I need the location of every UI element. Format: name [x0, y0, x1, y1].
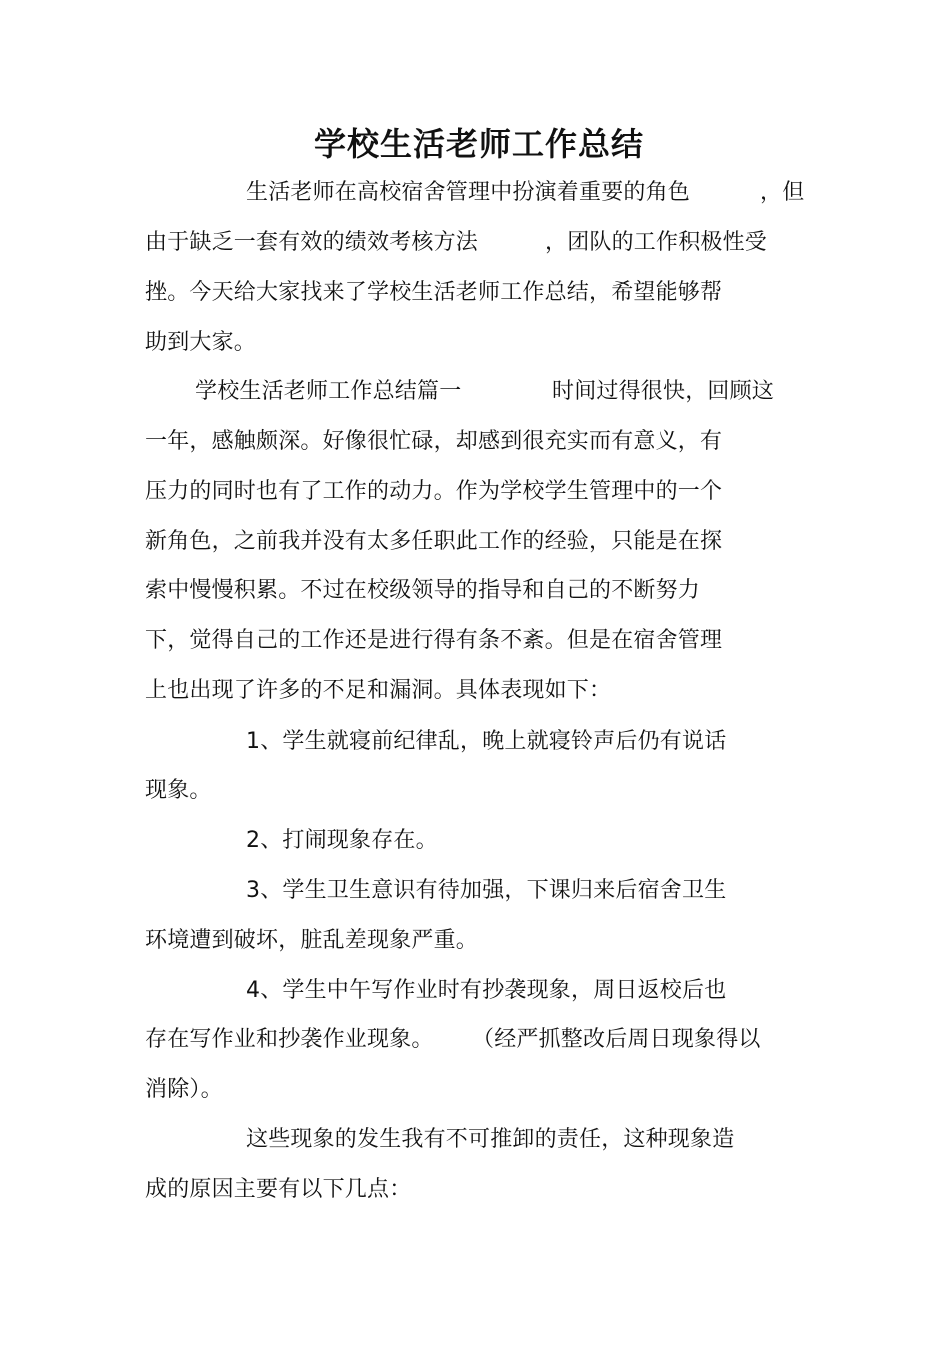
list-item: 1、学生就寝前纪律乱，晚上就寝铃声后仍有说话 [246, 729, 727, 754]
paragraph-line: 现象。 [145, 778, 212, 803]
paragraph-line: 上也出现了许多的不足和漏洞。具体表现如下： [145, 678, 612, 703]
paragraph-line: 挫。今天给大家找来了学校生活老师工作总结，希望能够帮 [145, 280, 723, 305]
paragraph-line: 压力的同时也有了工作的动力。作为学校学生管理中的一个 [145, 479, 723, 504]
list-item: 2、打闹现象存在。 [246, 828, 438, 853]
paragraph-line: 环境遭到破坏，脏乱差现象严重。 [145, 928, 479, 953]
document-title: 学校生活老师工作总结 [313, 125, 644, 163]
paragraph-line: 由于缺乏一套有效的绩效考核方法 [145, 230, 479, 255]
paragraph-line: 成的原因主要有以下几点： [145, 1177, 412, 1202]
paragraph-line: 消除）。 [145, 1077, 223, 1102]
paragraph-line: 新角色，之前我并没有太多任职此工作的经验，只能是在探 [145, 529, 723, 554]
paragraph-line: （经严抓整改后周日现象得以 [472, 1027, 761, 1052]
paragraph-line: 存在写作业和抄袭作业现象。 [145, 1027, 434, 1052]
list-item: 4、学生中午写作业时有抄袭现象，周日返校后也 [246, 978, 727, 1003]
list-item: 3、学生卫生意识有待加强，下课归来后宿舍卫生 [246, 878, 727, 903]
paragraph-line: 助到大家。 [145, 330, 257, 355]
section-heading: 学校生活老师工作总结篇一 [195, 379, 462, 404]
paragraph-line: 这些现象的发生我有不可推卸的责任，这种现象造 [246, 1127, 735, 1152]
paragraph-line: 时间过得很快，回顾这 [552, 379, 775, 404]
paragraph-line: 索中慢慢积累。不过在校级领导的指导和自己的不断努力 [145, 578, 701, 603]
paragraph-line: 一年，感触颇深。好像很忙碌，却感到很充实而有意义，有 [145, 429, 723, 454]
paragraph-line: 生活老师在高校宿舍管理中扮演着重要的角色 [246, 180, 691, 205]
paragraph-line: ，团队的工作积极性受 [545, 230, 768, 255]
paragraph-line: 下，觉得自己的工作还是进行得有条不紊。但是在宿舍管理 [145, 628, 723, 653]
paragraph-line: ，但 [760, 180, 805, 205]
